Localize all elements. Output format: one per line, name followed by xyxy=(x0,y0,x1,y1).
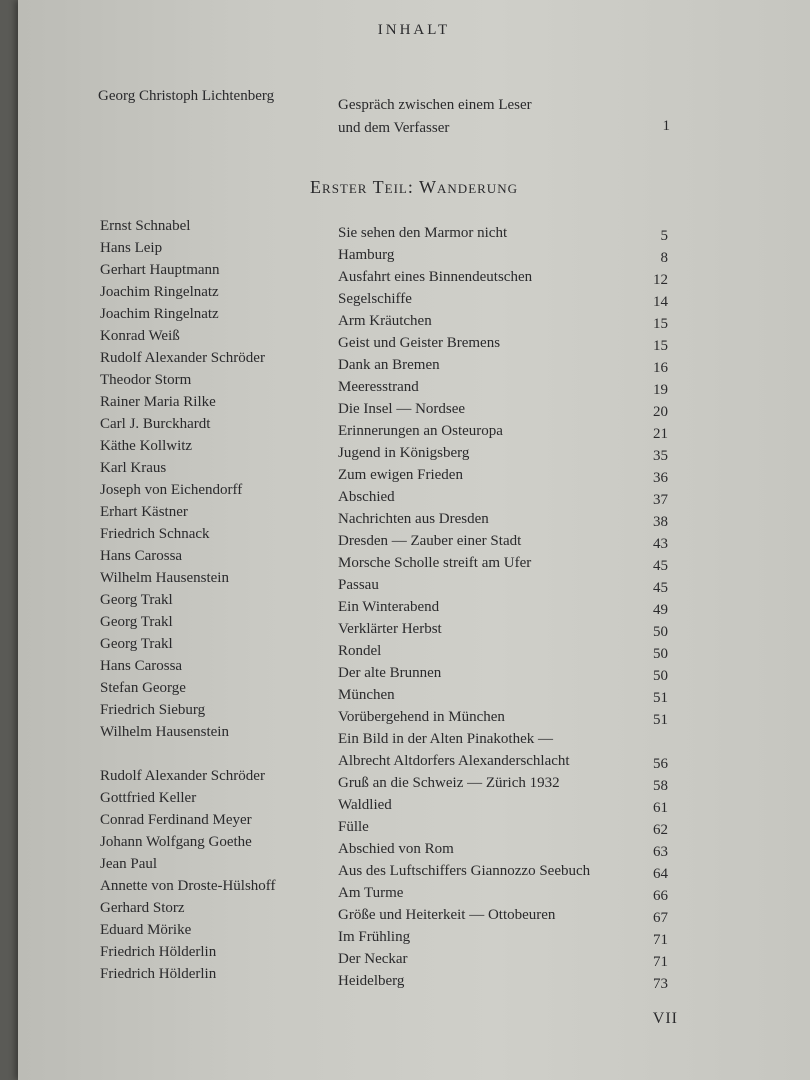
toc-author: Joachim Ringelnatz xyxy=(100,306,219,322)
toc-author: Rudolf Alexander Schröder xyxy=(100,768,265,784)
toc-entry xyxy=(18,328,810,354)
toc-entry xyxy=(18,394,810,420)
toc-author: Gottfried Keller xyxy=(100,790,197,806)
book-page xyxy=(18,0,810,1080)
toc-entry xyxy=(18,900,810,926)
toc-entry xyxy=(18,944,810,970)
toc-page-number: 14 xyxy=(653,294,668,310)
toc-work-title-line: München xyxy=(338,687,395,703)
toc-author: Hans Carossa xyxy=(100,548,183,564)
toc-work-title-line: Heidelberg xyxy=(338,973,405,989)
toc-entry xyxy=(18,350,810,376)
toc-page-number: 71 xyxy=(653,932,668,948)
toc-entry xyxy=(18,438,810,464)
intro-title-line-1: Gespräch zwischen einem Leser xyxy=(338,97,532,113)
toc-entry xyxy=(18,614,810,640)
toc-author: Georg Trakl xyxy=(100,592,173,608)
toc-author: Friedrich Hölderlin xyxy=(100,966,217,982)
toc-entry xyxy=(18,966,810,992)
toc-work-title-line: Der alte Brunnen xyxy=(338,665,442,681)
toc-work-title-line: Meeresstrand xyxy=(338,379,419,395)
intro-author: Georg Christoph Lichtenberg xyxy=(98,88,275,104)
toc-author: Käthe Kollwitz xyxy=(100,438,193,454)
toc-page-number: 71 xyxy=(653,954,668,970)
toc-author: Georg Trakl xyxy=(100,636,173,652)
toc-author: Johann Wolfgang Goethe xyxy=(100,834,252,850)
toc-work-title-line: Morsche Scholle streift am Ufer xyxy=(338,555,532,571)
toc-work-title-line: Der Neckar xyxy=(338,951,408,967)
toc-work-title-line: Segelschiffe xyxy=(338,291,412,307)
toc-work-title-line: Rondel xyxy=(338,643,382,659)
toc-entry xyxy=(18,262,810,288)
toc-entry xyxy=(18,702,810,728)
toc-entry xyxy=(18,636,810,662)
toc-author: Wilhelm Hausenstein xyxy=(100,724,229,740)
toc-entry xyxy=(18,504,810,530)
toc-work-title-line: Abschied xyxy=(338,489,395,505)
toc-page-number: 61 xyxy=(653,800,668,816)
toc-author: Jean Paul xyxy=(100,856,158,872)
toc-work-title-line: Zum ewigen Frieden xyxy=(338,467,463,483)
toc-page-number: 45 xyxy=(653,580,668,596)
toc-work-title-line: Am Turme xyxy=(338,885,404,901)
toc-entry xyxy=(18,658,810,684)
toc-work-title-line: Ausfahrt eines Binnendeutschen xyxy=(338,269,533,285)
page-title: INHALT xyxy=(377,22,451,38)
toc-author: Joseph von Eichendorff xyxy=(100,482,243,498)
table-of-contents xyxy=(18,218,810,992)
toc-author: Carl J. Burckhardt xyxy=(100,416,211,432)
toc-entry xyxy=(18,724,810,772)
toc-author: Erhart Kästner xyxy=(100,504,188,520)
toc-page-number: 62 xyxy=(653,822,668,838)
toc-work-title-line: Die Insel — Nordsee xyxy=(338,401,466,417)
toc-page-number: 64 xyxy=(653,866,668,882)
toc-entry xyxy=(18,790,810,816)
toc-author: Karl Kraus xyxy=(100,460,167,476)
toc-entry xyxy=(18,284,810,310)
toc-page-number: 49 xyxy=(653,602,668,618)
toc-work-title-line: Dank an Bremen xyxy=(338,357,440,373)
toc-author: Theodor Storm xyxy=(100,372,192,388)
toc-work-title-line: Ein Winterabend xyxy=(338,599,440,615)
toc-page-number: 51 xyxy=(653,712,668,728)
toc-author: Gerhard Storz xyxy=(100,900,185,916)
toc-author: Wilhelm Hausenstein xyxy=(100,570,229,586)
toc-author: Joachim Ringelnatz xyxy=(100,284,219,300)
toc-entry xyxy=(18,878,810,904)
toc-work-title-line: Dresden — Zauber einer Stadt xyxy=(338,533,522,549)
toc-page-number: 15 xyxy=(653,338,668,354)
toc-work-title-line: Ein Bild in der Alten Pinakothek — xyxy=(338,731,553,747)
toc-author: Gerhart Hauptmann xyxy=(100,262,220,278)
toc-entry xyxy=(18,416,810,442)
toc-page-number: 38 xyxy=(653,514,668,530)
toc-page-number: 66 xyxy=(653,888,668,904)
toc-entry xyxy=(18,460,810,486)
toc-page-number: 15 xyxy=(653,316,668,332)
toc-work-title-line: Abschied von Rom xyxy=(338,841,454,857)
toc-entry xyxy=(18,680,810,706)
toc-page-number: 50 xyxy=(653,646,668,662)
intro-title-line-2: und dem Verfasser xyxy=(338,120,450,136)
toc-page-number: 67 xyxy=(653,910,668,926)
toc-entry xyxy=(18,592,810,618)
toc-page-number: 36 xyxy=(653,470,668,486)
toc-page-number: 56 xyxy=(653,756,668,772)
toc-entry xyxy=(18,306,810,332)
toc-work-title-line: Geist und Geister Bremens xyxy=(338,335,501,351)
toc-work-title-line: Albrecht Altdorfers Alexanderschlacht xyxy=(338,753,570,769)
toc-entry xyxy=(18,922,810,948)
toc-page-number: 51 xyxy=(653,690,668,706)
toc-page-number: 21 xyxy=(653,426,668,442)
toc-work-title-line: Passau xyxy=(338,577,379,593)
toc-work-title-line: Sie sehen den Marmor nicht xyxy=(338,225,508,241)
toc-entry xyxy=(18,768,810,794)
toc-work-title-line: Aus des Luftschiffers Giannozzo Seebuch xyxy=(338,863,591,879)
section-heading: Erster Teil: Wanderung xyxy=(310,177,518,197)
toc-work-title-line: Gruß an die Schweiz — Zürich 1932 xyxy=(338,775,560,791)
toc-author: Stefan George xyxy=(100,680,186,696)
toc-page-number: 58 xyxy=(653,778,668,794)
toc-entry xyxy=(18,526,810,552)
intro-page-number: 1 xyxy=(662,118,670,134)
toc-author: Rainer Maria Rilke xyxy=(100,394,216,410)
toc-work-title-line: Größe und Heiterkeit — Ottobeuren xyxy=(338,907,556,923)
toc-work-title xyxy=(338,970,404,992)
toc-author: Conrad Ferdinand Meyer xyxy=(100,812,252,828)
toc-page-number: 43 xyxy=(653,536,668,552)
toc-work-title-line: Erinnerungen an Osteuropa xyxy=(338,423,503,439)
toc-work-title-line: Vorübergehend in München xyxy=(338,709,505,725)
toc-page-number: 50 xyxy=(653,624,668,640)
toc-page-number: 50 xyxy=(653,668,668,684)
intro-title xyxy=(338,94,532,140)
toc-work-title xyxy=(338,728,570,772)
toc-page-number: 45 xyxy=(653,558,668,574)
toc-page-number: 63 xyxy=(653,844,668,860)
toc-author: Rudolf Alexander Schröder xyxy=(100,350,265,366)
toc-work-title-line: Nachrichten aus Dresden xyxy=(338,511,489,527)
toc-page-number: 12 xyxy=(653,272,668,288)
toc-entry xyxy=(18,482,810,508)
toc-work-title-line: Fülle xyxy=(338,819,369,835)
toc-entry xyxy=(18,812,810,838)
toc-author: Friedrich Hölderlin xyxy=(100,944,217,960)
toc-author: Hans Carossa xyxy=(100,658,183,674)
toc-page-number: 35 xyxy=(653,448,668,464)
toc-author: Konrad Weiß xyxy=(100,328,180,344)
toc-page-number: 16 xyxy=(653,360,668,376)
toc-work-title-line: Verklärter Herbst xyxy=(338,621,442,637)
toc-entry xyxy=(18,240,810,266)
toc-page-number: 19 xyxy=(653,382,668,398)
toc-entry xyxy=(18,834,810,860)
toc-page-number: 37 xyxy=(653,492,668,508)
toc-author: Ernst Schnabel xyxy=(100,218,191,234)
toc-work-title-line: Arm Kräutchen xyxy=(338,313,432,329)
toc-entry xyxy=(18,372,810,398)
toc-work-title-line: Hamburg xyxy=(338,247,395,263)
page-folio: VII xyxy=(652,1010,678,1027)
toc-author: Annette von Droste-Hülshoff xyxy=(100,878,276,894)
toc-author: Friedrich Sieburg xyxy=(100,702,206,718)
toc-author: Eduard Mörike xyxy=(100,922,192,938)
toc-entry xyxy=(18,570,810,596)
toc-author: Hans Leip xyxy=(100,240,163,256)
toc-page-number: 5 xyxy=(660,228,668,244)
toc-page-number: 8 xyxy=(660,250,668,266)
toc-entry xyxy=(18,548,810,574)
toc-author: Friedrich Schnack xyxy=(100,526,210,542)
toc-work-title-line: Waldlied xyxy=(338,797,392,813)
toc-work-title-line: Jugend in Königsberg xyxy=(338,445,470,461)
toc-author: Georg Trakl xyxy=(100,614,173,630)
toc-entry xyxy=(18,856,810,882)
toc-page-number: 73 xyxy=(653,976,668,992)
toc-work-title-line: Im Frühling xyxy=(338,929,411,945)
toc-entry xyxy=(18,218,810,244)
toc-page-number: 20 xyxy=(653,404,668,420)
